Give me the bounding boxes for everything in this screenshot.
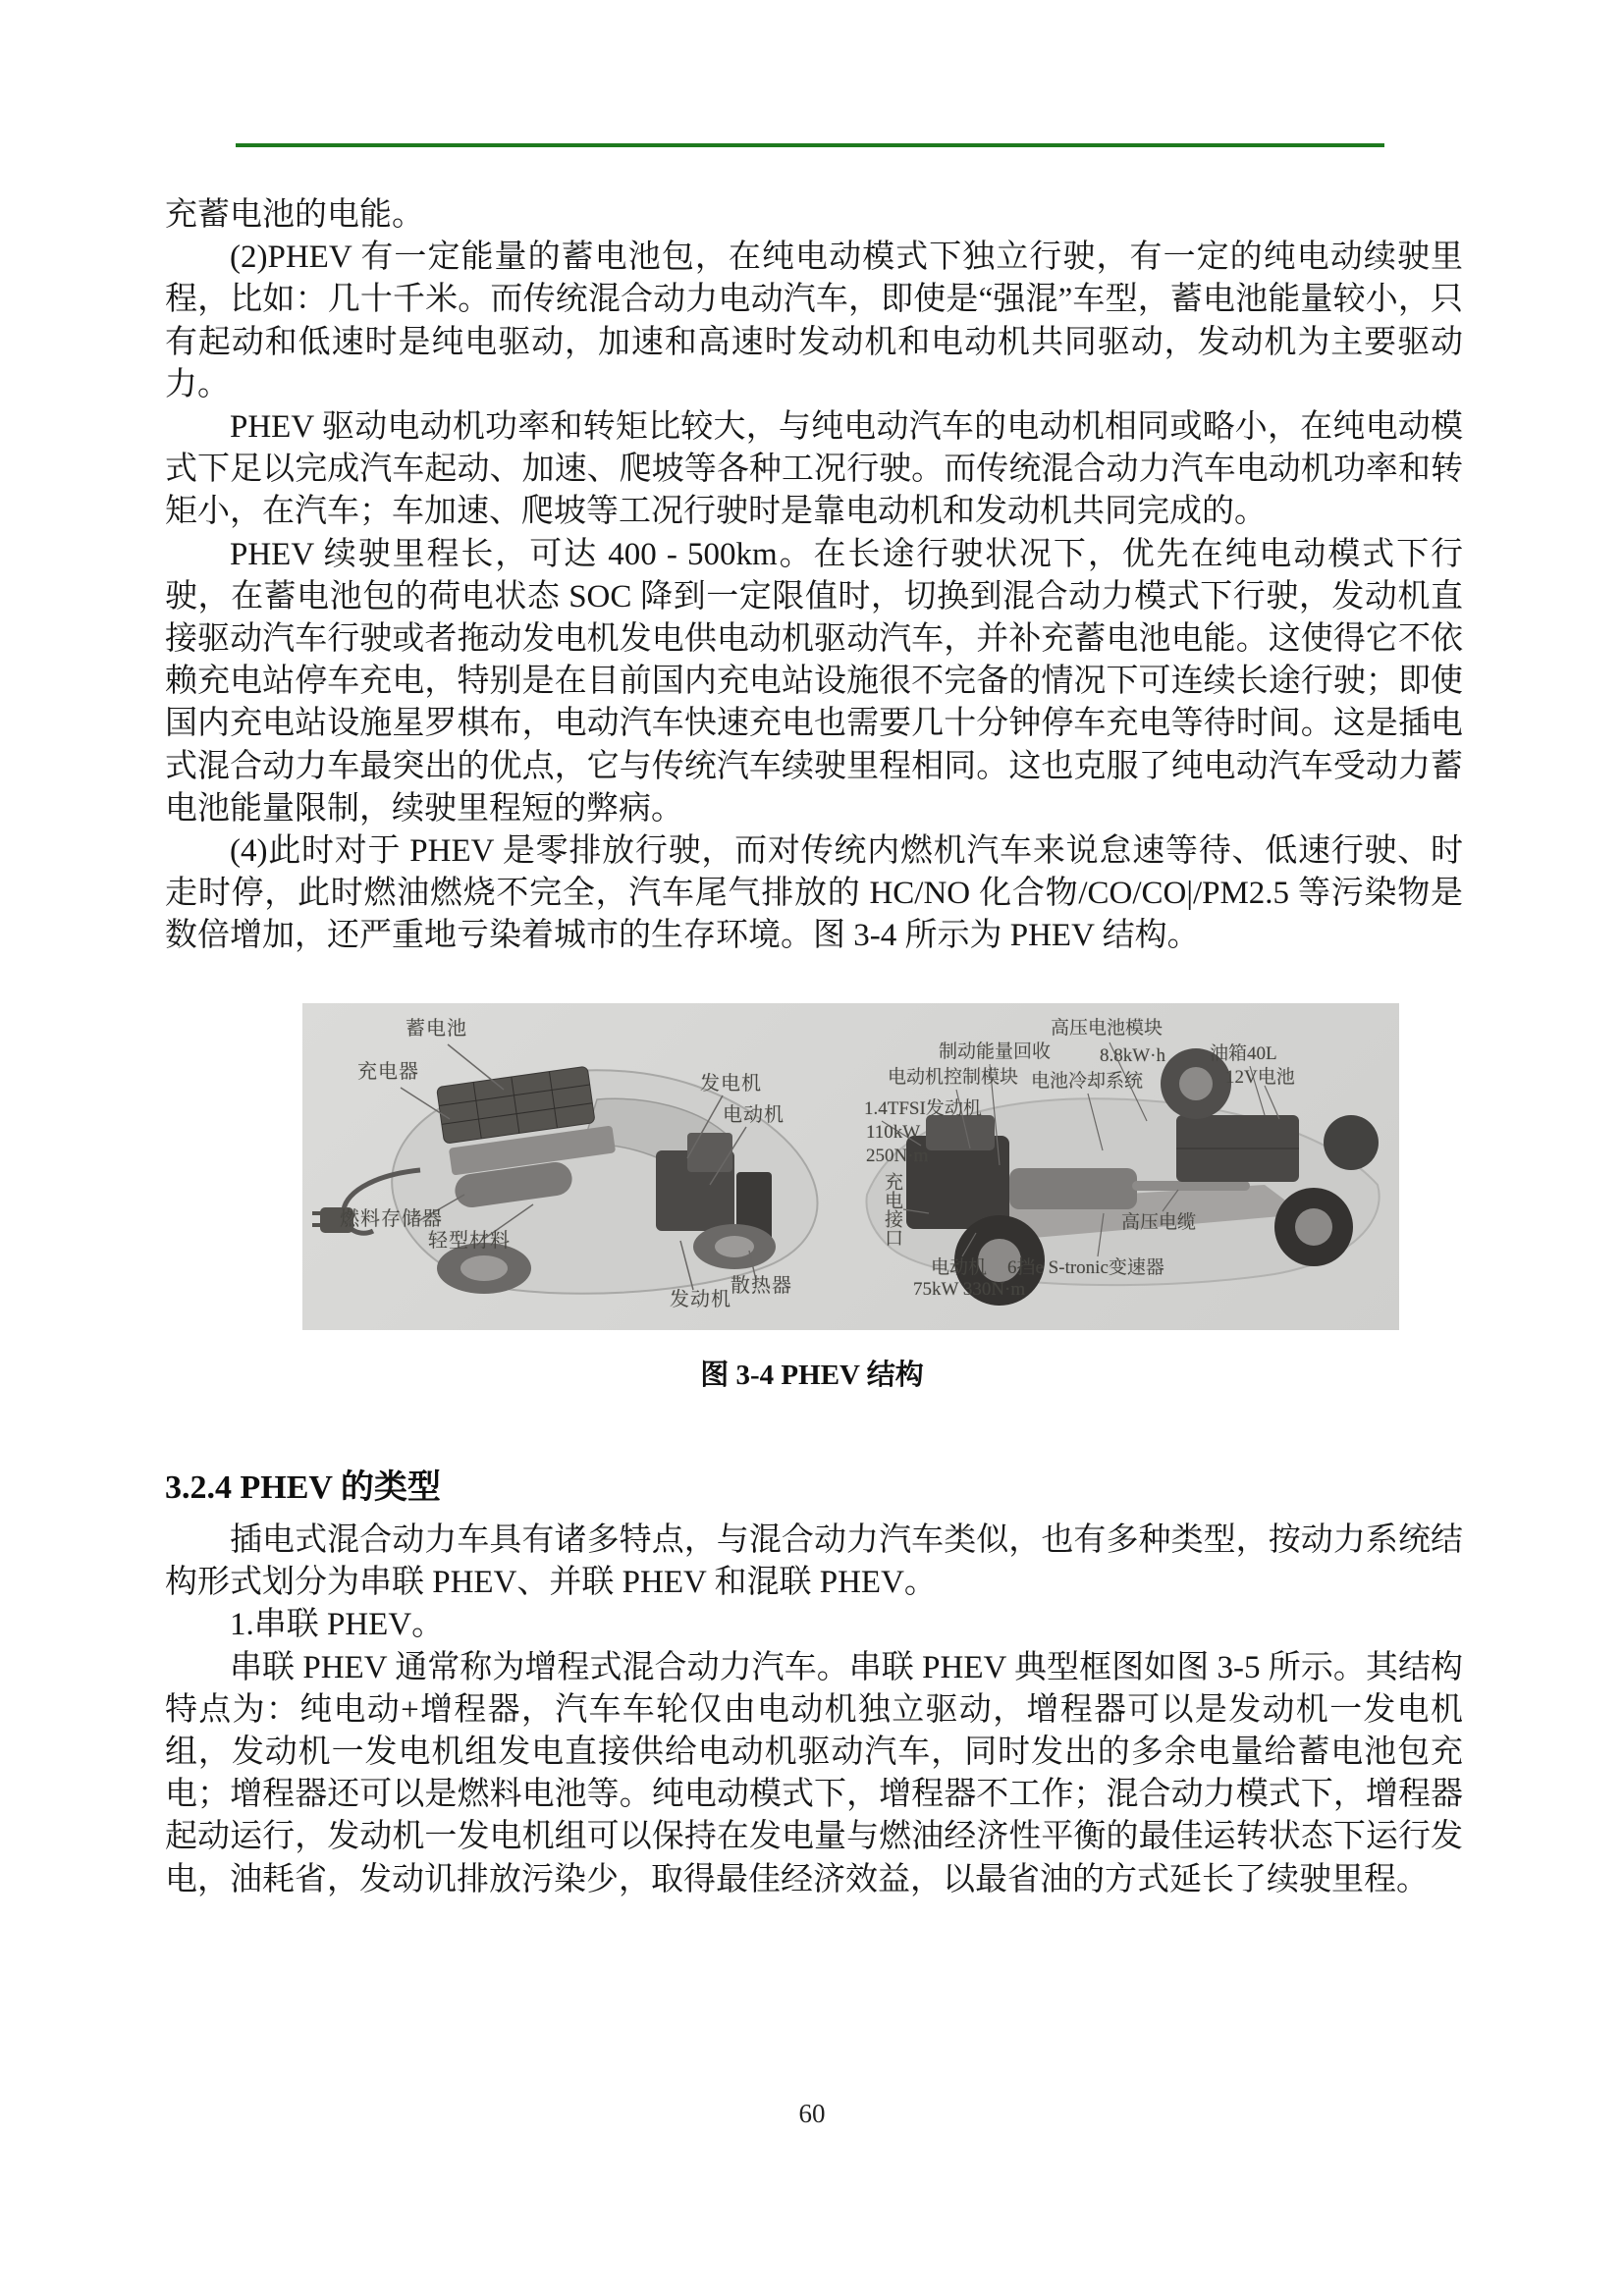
figure-label-brake-energy-recovery: 制动能量回收 — [939, 1041, 1052, 1062]
figure-caption: 图 3-4 PHEV 结构 — [700, 1360, 924, 1391]
figure-label-battery-capacity: 8.8kW·h — [1100, 1045, 1166, 1066]
figure-label-motor-specs: 75kW 330N·m — [913, 1279, 1026, 1300]
figure-label-stronic-transmission: 6挡e S-tronic变速器 — [1007, 1257, 1164, 1278]
figure-label-motor-control-module: 电动机控制模块 — [888, 1067, 1019, 1088]
figure-label-radiator: 散热器 — [731, 1275, 792, 1297]
figure-label-charge-port: 充电接口 — [881, 1172, 902, 1247]
paragraph: (4)此时对于 PHEV 是零排放行驶，而对传统内燃机汽车来说怠速等待、低速行驶、时走时停，此时燃油燃烧不完全，汽车尾气排放的 HC/NO 化合物/CO/CO|/PM2.5 等污染物是数倍增加，还严重地亏染着城市的生存环境。图 3-4 所示为 PHEV 结构。 — [165, 833, 1463, 954]
paragraph: 充蓄电池的电能。 — [165, 197, 424, 233]
paragraph: PHEV 续驶里程长，可达 400 - 500km。在长途行驶状况下，优先在纯电动模式下行驶，在蓄电池包的荷电状态 SOC 降到一定限值时，切换到混合动力模式下行驶，发动机直接驱动汽车行驶或者拖动发电机发电供电动机驱动汽车，并补充蓄电池电能。这使得它不依赖充电站停车充电，特别是在目前国内充电站设施很不完备的情况下可连续长途行驶；即使国内充电站设施星罗棋布，电动汽车快速充电也需要几十分钟停车充电等待时间。这是插电式混合动力车最突出的优点，它与传统汽车续驶里程相同。这也克服了纯电动汽车受动力蓄电池能量限制，续驶里程短的弊病。 — [165, 536, 1463, 827]
figure-label-engine-torque: 250N·m — [866, 1146, 929, 1166]
paragraph: (2)PHEV 有一定能量的蓄电池包，在纯电动模式下独立行驶，有一定的纯电动续驶里程，比如：几十千米。而传统混合动力电动汽车，即使是“强混”车型，蓄电池能量较小，只有起动和低速时是纯电驱动，加速和高速时发动机和电动机共同驱动，发动机为主要驱动力。 — [165, 240, 1463, 402]
figure-label-generator: 发电机 — [700, 1073, 762, 1095]
figure-label-battery: 蓄电池 — [406, 1018, 467, 1040]
header-divider-rule — [236, 143, 1384, 147]
figure-label-hv-battery-module: 高压电池模块 — [1051, 1018, 1164, 1039]
figure-label-fuel-tank: 油箱40L — [1210, 1043, 1277, 1064]
section-heading: 3.2.4 PHEV 的类型 — [165, 1469, 441, 1506]
paragraph: 插电式混合动力车具有诸多特点，与混合动力汽车类似，也有多种类型，按动力系统结构形式划分为串联 PHEV、并联 PHEV 和混联 PHEV。 — [165, 1522, 1463, 1601]
figure-label-charger: 充电器 — [357, 1061, 419, 1083]
body-text-block-2 — [165, 1520, 1463, 1901]
page-number: 60 — [798, 2099, 826, 2128]
figure-label-light-material: 轻型材料 — [428, 1230, 511, 1252]
figure-label-12v-battery: 12V电池 — [1225, 1067, 1295, 1088]
paragraph: 串联 PHEV 通常称为增程式混合动力汽车。串联 PHEV 典型框图如图 3-5 所示。其结构特点为：纯电动+增程器，汽车车轮仅由电动机独立驱动，增程器可以是发动机一发电机组，发动机一发电机组发电直接供给电动机驱动汽车，同时发出的多余电量给蓄电池包充电；增程器还可以是燃料电池等。纯电动模式下，增程器不工作；混合动力模式下，增程器起动运行，发动机一发电机组可以保持在发电量与燃油经济性平衡的最佳运转状态下运行发电，油耗省，发动讥排放污染少，取得最佳经济效益，以最省油的方式延长了续驶里程。 — [165, 1649, 1463, 1897]
paragraph: 1.串联 PHEV。 — [230, 1607, 445, 1643]
body-text-block-1 — [165, 194, 1463, 958]
figure-label-engine-power: 110kW — [866, 1122, 921, 1143]
paragraph: PHEV 驱动电动机功率和转矩比较大，与纯电动汽车的电动机相同或略小，在纯电动模式下足以完成汽车起动、加速、爬坡等各种工况行驶。而传统混合动力汽车电动机功率和转矩小，在汽车；车加速、爬坡等工况行驶时是靠电动机和发动机共同完成的。 — [165, 409, 1463, 530]
figure-label-motor: 电动机 — [723, 1104, 785, 1126]
figure-label-drive-motor: 电动机 — [931, 1257, 988, 1278]
phev-structure-figure — [302, 1003, 1399, 1330]
figure-label-fuel-storage: 燃料存储器 — [340, 1208, 443, 1230]
figure-label-hv-cable: 高压电缆 — [1121, 1212, 1197, 1233]
figure-label-tfsi-engine: 1.4TFSI发动机 — [864, 1098, 982, 1119]
figure-label-battery-cooling: 电池冷却系统 — [1031, 1071, 1144, 1092]
figure-label-engine: 发动机 — [670, 1289, 731, 1310]
